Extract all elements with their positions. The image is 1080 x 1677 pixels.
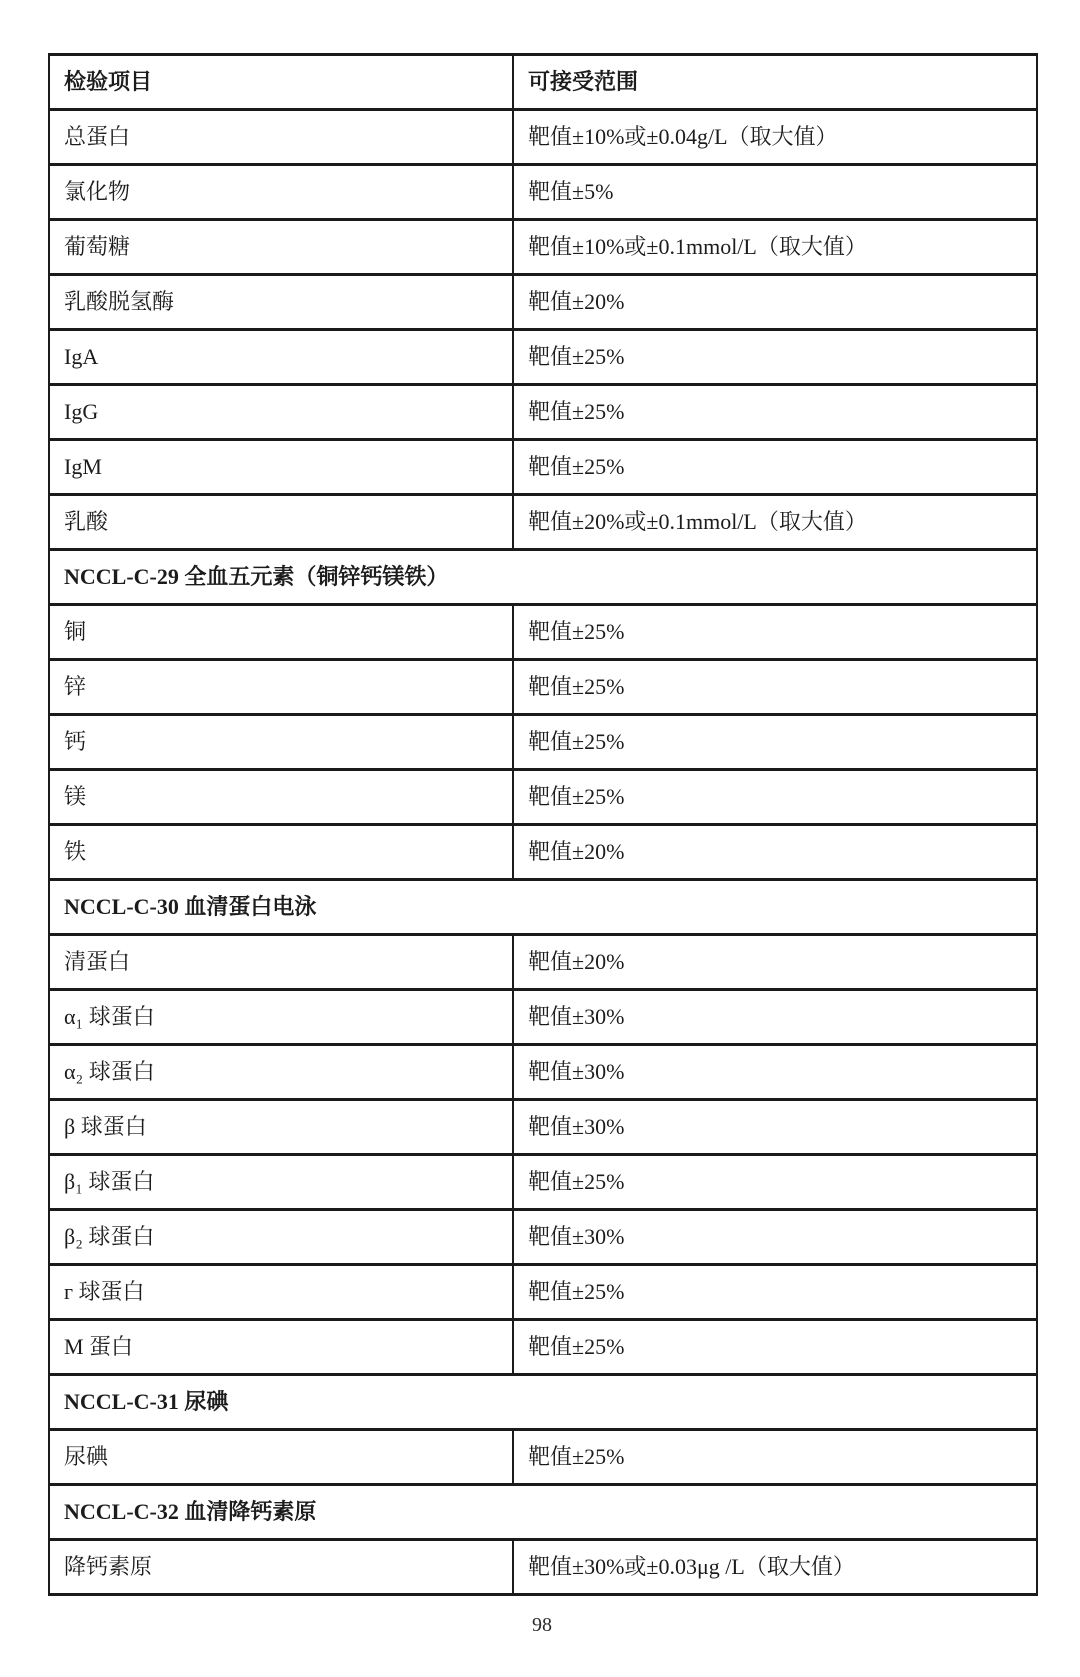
acceptable-range-cell: 靶值±20%: [513, 935, 1037, 990]
table-row: [49, 495, 1037, 550]
test-item-cell: β₂ 球蛋白: [49, 1210, 513, 1265]
table-header-row: [49, 55, 1037, 110]
acceptable-range-cell: 靶值±30%: [513, 1210, 1037, 1265]
column-header-test-item: 检验项目: [49, 55, 513, 110]
test-item-cell: 尿碘: [49, 1430, 513, 1485]
section-header-row: [49, 550, 1037, 605]
acceptable-range-cell: 靶值±25%: [513, 660, 1037, 715]
acceptable-range-cell: 靶值±20%: [513, 275, 1037, 330]
test-item-cell: 总蛋白: [49, 110, 513, 165]
table-row: [49, 1265, 1037, 1320]
table-row: [49, 1045, 1037, 1100]
table-row: [49, 935, 1037, 990]
test-item-cell: 铁: [49, 825, 513, 880]
table-body: [49, 110, 1037, 1595]
test-item-cell: M 蛋白: [49, 1320, 513, 1375]
acceptable-range-cell: 靶值±25%: [513, 330, 1037, 385]
table-row: [49, 1210, 1037, 1265]
table-row: [49, 1320, 1037, 1375]
table-row: [49, 660, 1037, 715]
acceptable-range-cell: 靶值±30%: [513, 1045, 1037, 1100]
test-item-cell: 葡萄糖: [49, 220, 513, 275]
acceptable-range-cell: 靶值±30%: [513, 1100, 1037, 1155]
test-item-cell: 乳酸: [49, 495, 513, 550]
acceptable-range-cell: 靶值±25%: [513, 440, 1037, 495]
acceptable-range-cell: 靶值±25%: [513, 605, 1037, 660]
section-header-row: [49, 1375, 1037, 1430]
table-row: [49, 110, 1037, 165]
table-row: [49, 715, 1037, 770]
section-header-cell: NCCL-C-32 血清降钙素原: [49, 1485, 1037, 1540]
table-row: [49, 330, 1037, 385]
test-item-cell: 降钙素原: [49, 1540, 513, 1595]
table-row: [49, 990, 1037, 1045]
acceptable-range-cell: 靶值±20%或±0.1mmol/L（取大值）: [513, 495, 1037, 550]
acceptable-range-cell: 靶值±30%: [513, 990, 1037, 1045]
section-header-cell: NCCL-C-29 全血五元素（铜锌钙镁铁）: [49, 550, 1037, 605]
acceptable-range-cell: 靶值±25%: [513, 385, 1037, 440]
column-header-acceptable-range: 可接受范围: [513, 55, 1037, 110]
test-item-cell: 锌: [49, 660, 513, 715]
table-row: [49, 440, 1037, 495]
test-item-cell: IgG: [49, 385, 513, 440]
acceptable-range-cell: 靶值±25%: [513, 770, 1037, 825]
table-row: [49, 1100, 1037, 1155]
test-item-cell: 铜: [49, 605, 513, 660]
test-item-cell: 钙: [49, 715, 513, 770]
section-header-row: [49, 1485, 1037, 1540]
test-item-cell: 氯化物: [49, 165, 513, 220]
test-item-cell: α₁ 球蛋白: [49, 990, 513, 1045]
test-item-cell: β 球蛋白: [49, 1100, 513, 1155]
acceptable-range-cell: 靶值±10%或±0.04g/L（取大值）: [513, 110, 1037, 165]
table-row: [49, 605, 1037, 660]
section-header-cell: NCCL-C-30 血清蛋白电泳: [49, 880, 1037, 935]
test-item-cell: IgM: [49, 440, 513, 495]
acceptable-range-cell: 靶值±20%: [513, 825, 1037, 880]
acceptable-range-cell: 靶值±5%: [513, 165, 1037, 220]
acceptance-range-table: [48, 53, 1038, 1596]
acceptable-range-cell: 靶值±25%: [513, 1155, 1037, 1210]
table-row: [49, 1430, 1037, 1485]
test-item-cell: 清蛋白: [49, 935, 513, 990]
table-row: [49, 275, 1037, 330]
acceptable-range-cell: 靶值±30%或±0.03μg /L（取大值）: [513, 1540, 1037, 1595]
acceptable-range-cell: 靶值±25%: [513, 1430, 1037, 1485]
test-item-cell: г 球蛋白: [49, 1265, 513, 1320]
table-row: [49, 1155, 1037, 1210]
table-row: [49, 385, 1037, 440]
acceptable-range-cell: 靶值±25%: [513, 1265, 1037, 1320]
test-item-cell: 镁: [49, 770, 513, 825]
acceptable-range-cell: 靶值±25%: [513, 715, 1037, 770]
test-item-cell: β₁ 球蛋白: [49, 1155, 513, 1210]
test-item-cell: α₂ 球蛋白: [49, 1045, 513, 1100]
acceptable-range-cell: 靶值±10%或±0.1mmol/L（取大值）: [513, 220, 1037, 275]
test-item-cell: IgA: [49, 330, 513, 385]
page-number: 98: [532, 1614, 552, 1636]
table-row: [49, 1540, 1037, 1595]
table-row: [49, 165, 1037, 220]
section-header-cell: NCCL-C-31 尿碘: [49, 1375, 1037, 1430]
table-row: [49, 770, 1037, 825]
table-row: [49, 825, 1037, 880]
section-header-row: [49, 880, 1037, 935]
acceptable-range-cell: 靶值±25%: [513, 1320, 1037, 1375]
test-item-cell: 乳酸脱氢酶: [49, 275, 513, 330]
table-row: [49, 220, 1037, 275]
